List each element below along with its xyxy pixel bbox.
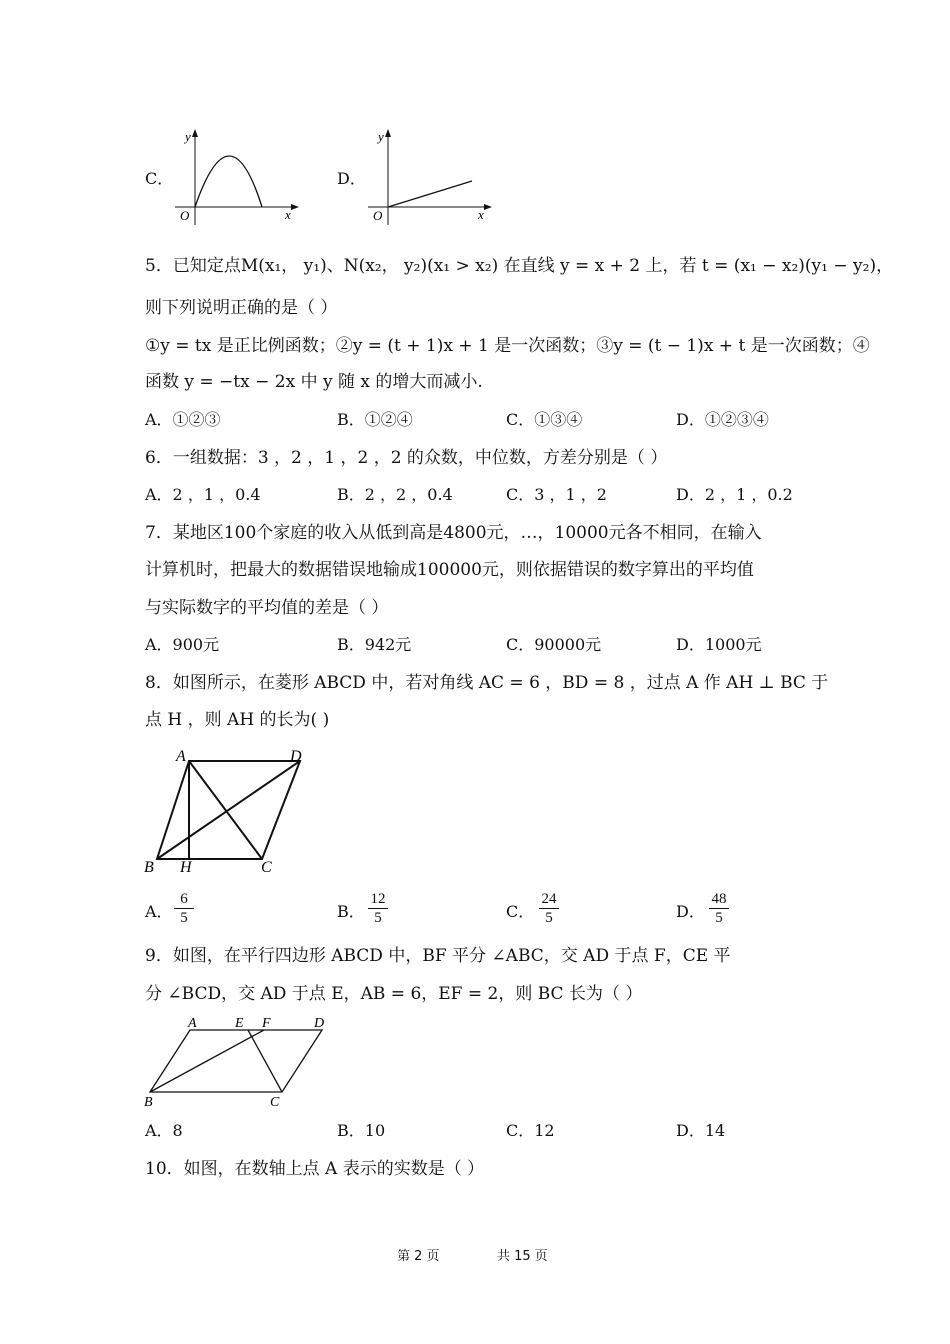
q5-stem-line3: ①y = tx 是正比例函数；②y = (t + 1)x + 1 是一次函数；③y = (t − 1)x + t 是一次函数；④	[145, 336, 870, 356]
q5-stem-line4: 函数 y = −tx − 2x 中 y 随 x 的增大而减小.	[145, 372, 483, 392]
q8-label-c: C	[261, 859, 272, 876]
q8-option-d-label: D．	[676, 902, 705, 921]
q5-stem-line1: 5．已知定点M(x₁， y₁)、N(x₂， y₂)(x₁ > x₂) 在直线 y = x + 2 上，若 t = (x₁ − x₂)(y₁ − y₂)，	[145, 256, 894, 276]
footer-page-number: 第 2 页	[397, 1249, 440, 1264]
q4-option-d-label: D．	[337, 169, 366, 188]
q8-option-b-label: B．	[337, 902, 365, 921]
q4-option-c-label: C．	[145, 169, 174, 188]
q7-stem-line1: 7．某地区100个家庭的收入从低到高是4800元，…，10000元各不相同，在输入	[145, 523, 762, 543]
q9-stem-line1: 9．如图，在平行四边形 ABCD 中，BF 平分 ∠ABC，交 AD 于点 F，CE 平	[145, 946, 731, 966]
q7-option-b: B．942元	[337, 635, 412, 654]
q7-stem-line3: 与实际数字的平均值的差是（ ）	[145, 598, 389, 618]
q6-option-c: C．3 ，1 ，2	[506, 485, 607, 504]
q5-option-a: A．①②③	[145, 410, 221, 429]
q9-option-c: C．12	[506, 1121, 555, 1140]
q8-rhombus-figure	[140, 742, 315, 880]
q6-option-d: D．2 ，1 ，0.2	[676, 485, 793, 504]
q6-option-a: A．2 ，1 ，0.4	[145, 485, 261, 504]
q8-option-c-fraction: 24 5	[537, 890, 561, 927]
q9-label-e: E	[235, 1016, 244, 1031]
q4c-x-label: x	[285, 207, 291, 222]
q8-label-h: H	[180, 859, 192, 876]
q6-stem: 6．一组数据：3 ，2 ，1 ，2 ，2 的众数，中位数，方差分别是（ ）	[145, 448, 668, 468]
q8-label-a: A	[176, 748, 186, 765]
q8-option-b-fraction: 12 5	[366, 890, 390, 927]
q9-label-d: D	[314, 1016, 325, 1031]
q4d-x-label: x	[478, 207, 484, 222]
q9-option-a: A．8	[145, 1121, 183, 1140]
q5-option-d: D．①②③④	[676, 410, 769, 429]
q8-label-d: D	[290, 748, 302, 765]
q7-stem-line2: 计算机时，把最大的数据错误地输成100000元，则依据错误的数字算出的平均值	[145, 560, 754, 580]
q9-parallelogram-figure	[140, 1012, 340, 1112]
q4d-y-label: y	[378, 129, 384, 144]
q8-label-b: B	[144, 859, 154, 876]
q9-option-b: B．10	[337, 1121, 386, 1140]
q8-option-a-fraction: 6 5	[172, 890, 196, 927]
q7-option-a: A．900元	[145, 635, 220, 654]
q5-option-b: B．①②④	[337, 410, 413, 429]
footer-total-pages: 共 15 页	[497, 1249, 548, 1264]
q4c-y-label: y	[185, 129, 191, 144]
q9-stem-line2: 分 ∠BCD，交 AD 于点 E，AB = 6，EF = 2，则 BC 长为（ ）	[145, 984, 643, 1004]
q8-option-d-fraction: 48 5	[707, 890, 731, 927]
q8-stem-line1: 8．如图所示，在菱形 ABCD 中，若对角线 AC = 6 ，BD = 8 ，过点 A 作 AH ⊥ BC 于	[145, 673, 829, 693]
q6-option-b: B．2 ，2 ，0.4	[337, 485, 453, 504]
q8-stem-line2: 点 H ，则 AH 的长为( )	[145, 710, 330, 730]
q4c-origin-label: O	[180, 208, 190, 223]
q9-option-d: D．14	[676, 1121, 726, 1140]
q7-option-d: D．1000元	[676, 635, 762, 654]
q7-option-c: C．90000元	[506, 635, 602, 654]
q8-option-a-label: A．	[145, 902, 173, 921]
q4d-origin-label: O	[373, 208, 383, 223]
q5-option-c: C．①③④	[506, 410, 583, 429]
q5-stem-line2: 则下列说明正确的是（ ）	[145, 298, 338, 318]
q9-label-f: F	[262, 1016, 271, 1031]
q10-stem: 10．如图，在数轴上点 A 表示的实数是（ ）	[145, 1159, 485, 1179]
q4-graph-d	[363, 125, 498, 230]
q4-graph-c	[170, 125, 305, 230]
q9-label-a: A	[188, 1016, 197, 1031]
q9-label-b: B	[144, 1095, 153, 1110]
q8-option-c-label: C．	[506, 902, 535, 921]
q9-label-c: C	[270, 1095, 280, 1110]
